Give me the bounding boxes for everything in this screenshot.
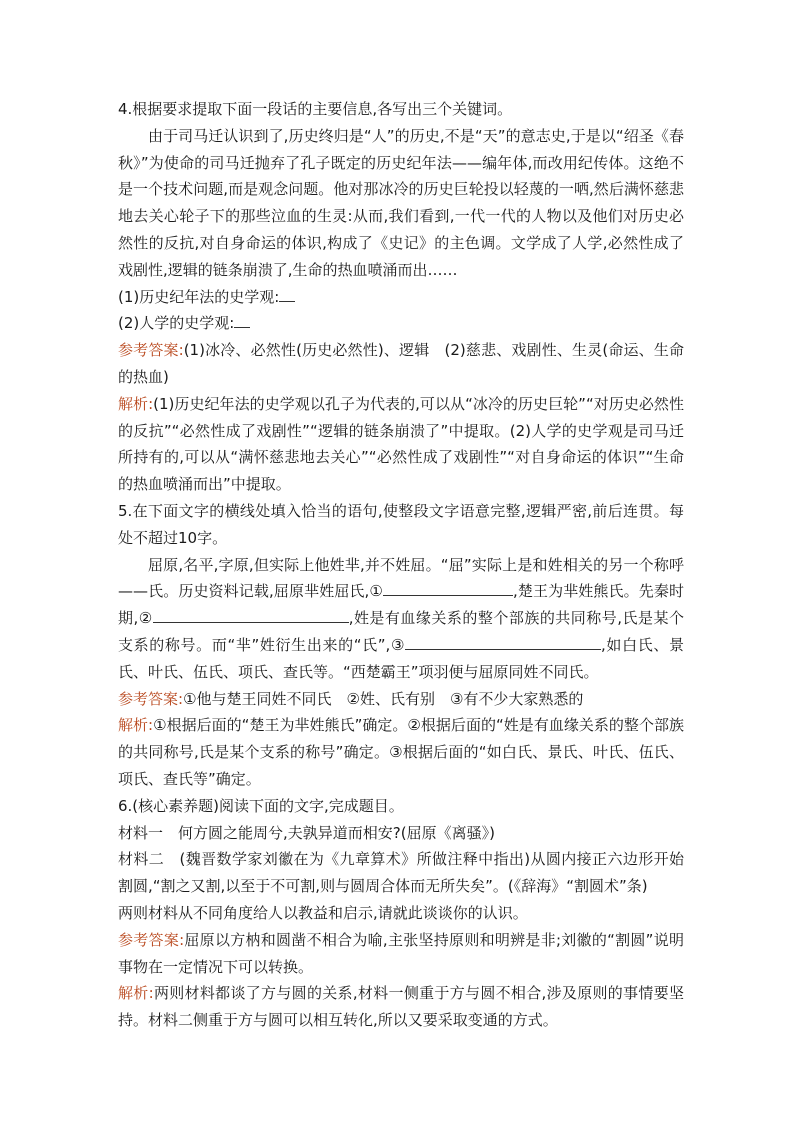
- q5-stem: 5.在下面文字的横线处填入恰当的语句,使整段文字语意完整,逻辑严密,前后连贯。每处不超过10字。: [118, 501, 684, 547]
- q6-material-2: 材料二 (魏晋数学家刘徽在为《九章算术》所做注释中指出)从圆内接正六边形开始割圆,“割之又割,以至于不可割,则与圆周合体而无所失矣”。(《辞海》“割圆术”条): [118, 850, 684, 896]
- q4-sub1-text: (1)历史纪年法的史学观:: [118, 287, 280, 306]
- q5-blank-3: [405, 635, 601, 650]
- analysis-label: 解析:: [118, 716, 154, 735]
- q5-p4: ,如白氏、景氏、叶氏、伍氏、项氏、查氏等。“西楚霸王”项羽便与屈原同姓不同氏。: [118, 635, 684, 681]
- document-page: [118, 96, 684, 1034]
- analysis-label: 解析:: [118, 984, 154, 1003]
- q4-sub2: [118, 310, 684, 337]
- q5-p3: ,姓是有血缘关系的整个部族的共同称号,氏是某个支系的称号。而“芈”姓衍生出来的“氏”,③: [118, 609, 684, 654]
- q4-analysis: [118, 391, 684, 498]
- q6-answer-text: 屈原以方枘和圆凿不相合为喻,主张坚持原则和明辨是非;刘徽的“割圆”说明事物在一定情况下可以转换。: [118, 930, 684, 976]
- q6-analysis-text: 两则材料都谈了方与圆的关系,材料一侧重于方与圆不相合,涉及原则的事情要坚持。材料二侧重于方与圆可以相互转化,所以又要采取变通的方式。: [118, 984, 684, 1030]
- q5-p1: 屈原,名平,字原,但实际上他姓芈,并不姓屈。“屈”实际上是和姓相关的另一个称呼——氏。历史资料记载,屈原芈姓屈氏,①: [118, 555, 684, 601]
- q6-stem: 6.(核心素养题)阅读下面的文字,完成题目。: [118, 796, 404, 815]
- q4-stem: 4.根据要求提取下面一段话的主要信息,各写出三个关键词。: [118, 100, 513, 118]
- q4-blank-2: [234, 313, 250, 328]
- q6-material-1: 材料一 何方圆之能周兮,夫孰异道而相安?(屈原《离骚》): [118, 823, 495, 842]
- analysis-label: 解析:: [118, 394, 154, 413]
- q4-answer: [118, 337, 684, 391]
- q5-analysis: [118, 712, 684, 792]
- q6-analysis: [118, 980, 684, 1034]
- q4-answer-text: (1)冰冷、必然性(历史必然性)、逻辑 (2)慈悲、戏剧性、生灵(命运、生命的热血): [118, 341, 684, 386]
- q5-blank-2: [153, 608, 349, 623]
- q6-answer: [118, 927, 684, 981]
- q5-blank-1: [383, 581, 513, 596]
- answer-label: 参考答案:: [118, 930, 185, 949]
- q4-blank-1: [279, 287, 295, 302]
- q4-sub2-text: (2)人学的史学观:: [118, 314, 235, 333]
- q4-passage: 由于司马迁认识到了,历史终归是“人”的历史,不是“天”的意志史,于是以“绍圣《春秋》”为使命的司马迁抛弃了孔子既定的历史纪年法——编年体,而改用纪传体。这绝不是一个技术问题,而是观念问题。他对那冰冷的历史巨轮投以轻蔑的一哂,然后满怀慈悲地去关心轮子下的那些泣血的生灵:从而,我们看到,一代一代的人物以及他们对历史必然性的反抗,对自身命运的体识,构成了《史记》的主色调。文学成了人学,必然性成了戏剧性,逻辑的链条崩溃了,生命的热血喷涌而出……: [118, 126, 684, 279]
- q4-sub1: [118, 284, 684, 311]
- q6-ask: 两则材料从不同角度给人以教益和启示,请就此谈谈你的认识。: [118, 903, 528, 922]
- q5-p2: ,楚王为芈姓熊氏。先秦时期,②: [118, 582, 684, 628]
- q5-answer: [118, 686, 684, 713]
- answer-label: 参考答案:: [118, 341, 184, 360]
- q5-analysis-text: ①根据后面的“楚王为芈姓熊氏”确定。②根据后面的“姓是有血缘关系的整个部族的共同称号,氏是某个支系的称号”确定。③根据后面的“如白氏、景氏、叶氏、伍氏、项氏、查氏等”确定。: [118, 716, 684, 788]
- q4-analysis-text: (1)历史纪年法的史学观以孔子为代表的,可以从“冰冷的历史巨轮”“对历史必然性的反抗”“必然性成了戏剧性”“逻辑的链条崩溃了”中提取。(2)人学的史学观是司马迁所持有的,可以从“满怀慈悲地去关心”“必然性成了戏剧性”“对自身命运的体识”“生命的热血喷涌而出”中提取。: [118, 394, 684, 494]
- answer-label: 参考答案:: [118, 689, 184, 708]
- q5-passage: [118, 552, 684, 686]
- q5-answer-text: ①他与楚王同姓不同氏 ②姓、氏有别 ③有不少大家熟悉的: [183, 689, 584, 708]
